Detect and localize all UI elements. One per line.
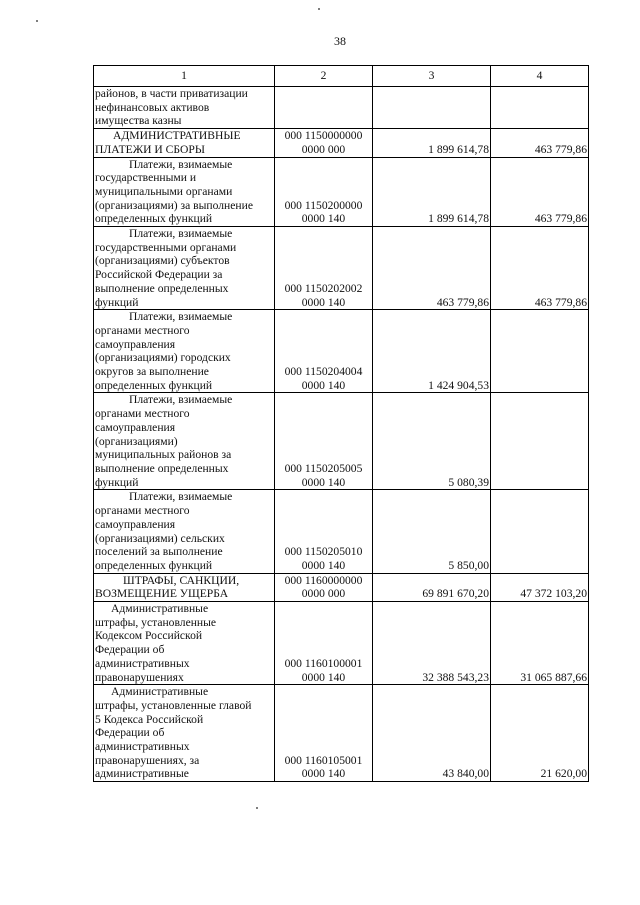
table-row	[94, 87, 589, 129]
row-value-col3: 1 899 614,78	[373, 157, 491, 227]
row-value-col3: 32 388 543,23	[373, 602, 491, 685]
row-value-col4: 463 779,86	[491, 227, 589, 310]
table-row	[94, 393, 589, 490]
row-value-col4	[491, 310, 589, 393]
row-value-col4	[491, 87, 589, 129]
scan-speck	[256, 807, 258, 809]
page-number: 38	[334, 34, 346, 48]
table-row	[94, 602, 589, 685]
table-header-row	[94, 66, 589, 87]
row-value-col4: 463 779,86	[491, 129, 589, 157]
row-value-col4	[491, 393, 589, 490]
row-value-col4: 21 620,00	[491, 685, 589, 782]
row-code	[275, 87, 373, 129]
row-code: 000 1150202002 0000 140	[275, 227, 373, 310]
scan-speck	[318, 8, 320, 10]
row-name: Административные штрафы, установленные Кодексом Российской Федерации об административных правонарушениях	[94, 602, 275, 685]
table-row	[94, 310, 589, 393]
row-code: 000 1160000000 0000 000	[275, 573, 373, 601]
column-header-3: 3	[373, 66, 491, 87]
row-code: 000 1160105001 0000 140	[275, 685, 373, 782]
row-value-col3: 5 080,39	[373, 393, 491, 490]
row-name: Платежи, взимаемые государственными органами (организациями) субъектов Российской Федерации за выполнение определенных функций	[94, 227, 275, 310]
row-value-col3: 5 850,00	[373, 490, 491, 573]
column-header-4: 4	[491, 66, 589, 87]
row-name: Платежи, взимаемые органами местного самоуправления (организациями) сельских поселений за выполнение определенных функций	[94, 490, 275, 573]
row-name: Административные штрафы, установленные главой 5 Кодекса Российской Федерации об административных правонарушениях, за административные	[94, 685, 275, 782]
table-row	[94, 227, 589, 310]
row-code: 000 1150205005 0000 140	[275, 393, 373, 490]
row-code: 000 1150205010 0000 140	[275, 490, 373, 573]
row-value-col3: 1 424 904,53	[373, 310, 491, 393]
table-row	[94, 490, 589, 573]
column-header-2: 2	[275, 66, 373, 87]
table-row	[94, 685, 589, 782]
row-value-col4: 463 779,86	[491, 157, 589, 227]
row-name: ШТРАФЫ, САНКЦИИ, ВОЗМЕЩЕНИЕ УЩЕРБА	[94, 573, 275, 601]
row-value-col4: 31 065 887,66	[491, 602, 589, 685]
row-name: АДМИНИСТРАТИВНЫЕ ПЛАТЕЖИ И СБОРЫ	[94, 129, 275, 157]
row-value-col3: 463 779,86	[373, 227, 491, 310]
row-value-col3: 43 840,00	[373, 685, 491, 782]
table-row	[94, 157, 589, 227]
table-row	[94, 129, 589, 157]
budget-table	[93, 65, 589, 782]
row-code: 000 1150000000 0000 000	[275, 129, 373, 157]
scan-speck	[36, 20, 38, 22]
row-name: Платежи, взимаемые органами местного самоуправления (организациями) муниципальных районов за выполнение определенных функций	[94, 393, 275, 490]
row-code: 000 1150200000 0000 140	[275, 157, 373, 227]
row-value-col3	[373, 87, 491, 129]
row-value-col4	[491, 490, 589, 573]
row-value-col3: 69 891 670,20	[373, 573, 491, 601]
row-code: 000 1160100001 0000 140	[275, 602, 373, 685]
column-header-1: 1	[94, 66, 275, 87]
row-value-col4: 47 372 103,20	[491, 573, 589, 601]
table-row	[94, 573, 589, 601]
row-name: районов, в части приватизации нефинансовых активов имущества казны	[94, 87, 275, 129]
row-value-col3: 1 899 614,78	[373, 129, 491, 157]
row-code: 000 1150204004 0000 140	[275, 310, 373, 393]
row-name: Платежи, взимаемые органами местного самоуправления (организациями) городских округов за выполнение определенных функций	[94, 310, 275, 393]
row-name: Платежи, взимаемые государственными и муниципальными органами (организациями) за выполнение определенных функций	[94, 157, 275, 227]
